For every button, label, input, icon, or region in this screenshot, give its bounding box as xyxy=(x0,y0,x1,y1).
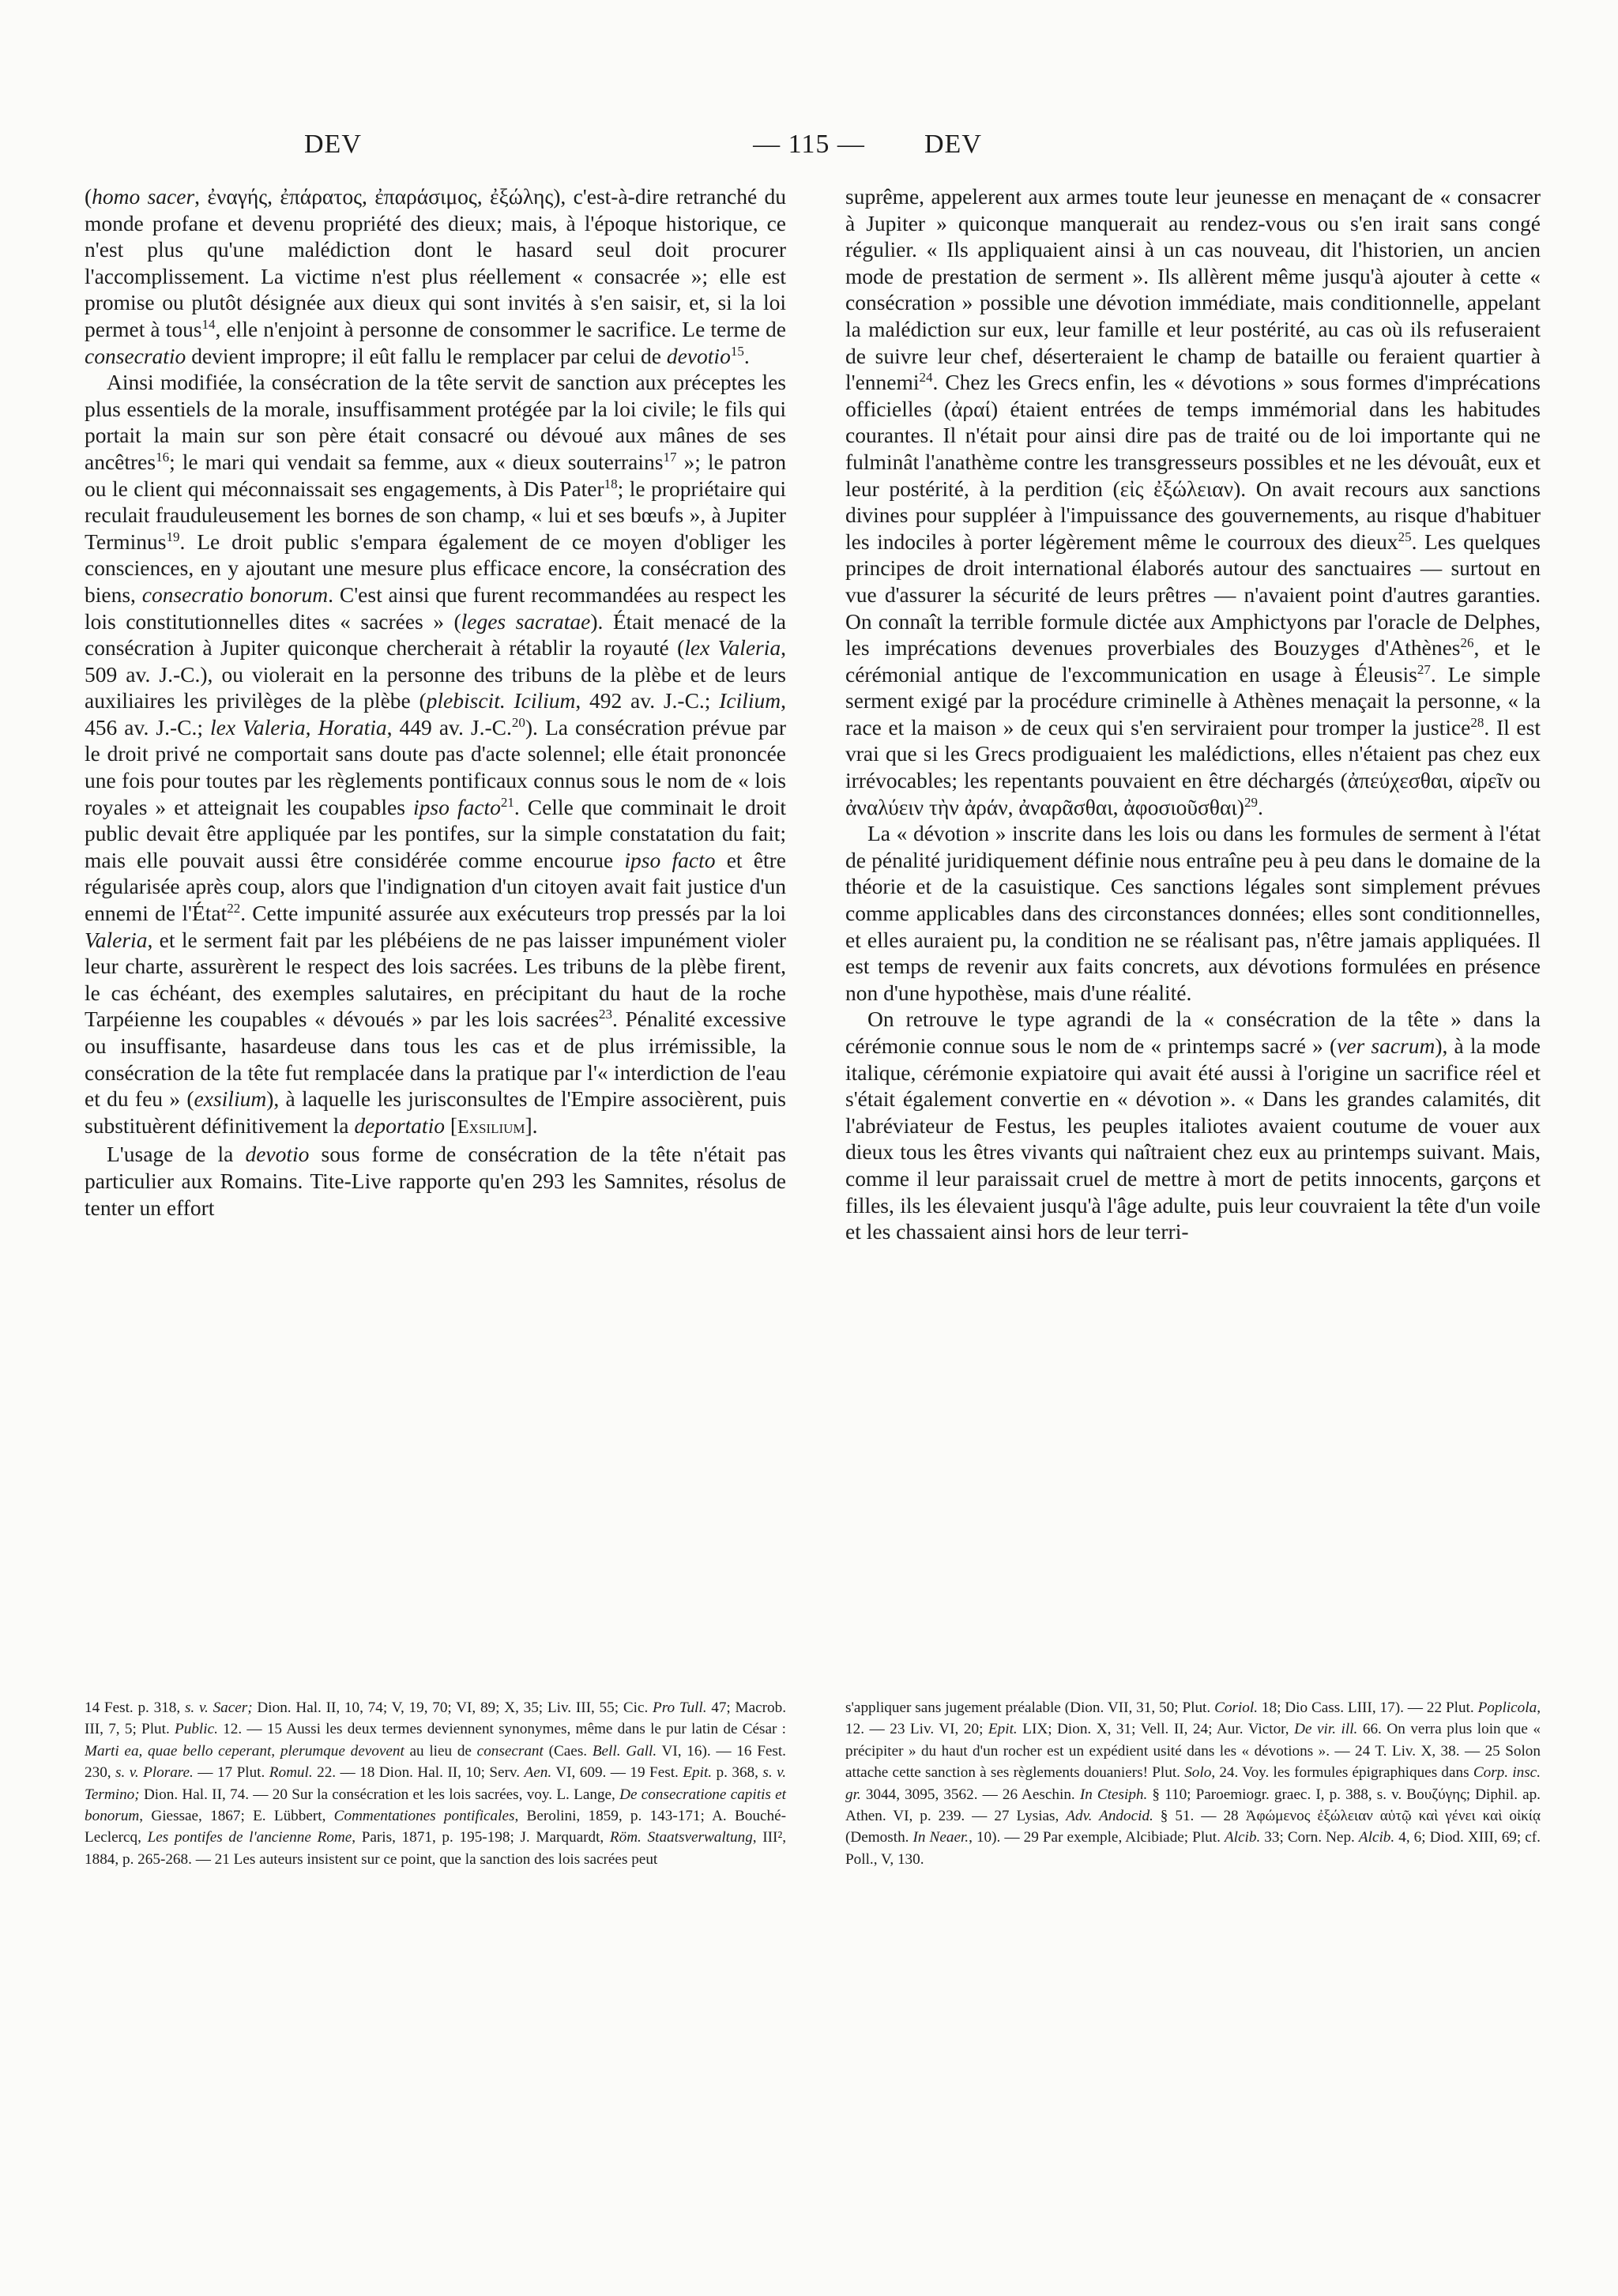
page-header xyxy=(0,130,1618,169)
paragraph: L'usage de la devotio sous forme de consécration de la tête n'était pas particulier aux Romains. Tite-Live rapporte qu'en 293 les Samnites, résolus de tenter un effort xyxy=(85,1142,786,1220)
paragraph: Ainsi modifiée, la consécration de la tête servit de sanction aux préceptes les plus essentiels de la morale, insuffisamment protégée par la loi civile; le fils qui portait la main sur son père était consacré ou dévoué aux mânes de ses ancêtres$^{16}$; le mari qui vendait sa femme, aux « dieux souterrains$^{17}$ »; le patron ou le client qui méconnaissait ses engagements, à Dis Pater$^{18}$; le propriétaire qui reculait frauduleusement les bornes de son champ, « lui et ses bœufs », à Jupiter Terminus$^{19}$. Le droit public s'empara également de ce moyen d'obliger les consciences, en y ajoutant une mesure plus efficace encore, la consécration des biens, consecratio bonorum. C'est ainsi que furent recommandées au respect les lois constitutionnelles dites « sacrées » (leges sacratae). Était menacé de la consécration à Jupiter quiconque chercherait à rétablir la royauté (lex Valeria, 509 av. J.-C.), ou violerait en la personne des tribuns de la plèbe et de leurs auxiliaires les privilèges de la plèbe (plebiscit. Icilium, 492 av. J.-C.; Icilium, 456 av. J.-C.; lex Valeria, Horatia, 449 av. J.-C.$^{20}$). La consécration prévue par le droit privé ne comportait sans doute pas d'acte solennel; elle était prononcée une fois pour toutes par les règlements pontificaux connus sous le nom de « lois royales » et atteignait les coupables ipso facto$^{21}$. Celle que comminait le droit public devait être appliquée par les pontifes, sur la simple constatation du fait; mais elle pouvait aussi être considérée comme encourue ipso facto et être régularisée après coup, alors que l'indignation d'un citoyen avait fait justice d'un ennemi de l'État$^{22}$. Cette impunité assurée aux exécuteurs trop pressés par la loi Valeria, et le serment fait par les plébéiens de ne pas laisser impunément violer leur charte, assurèrent le respect des lois sacrées. Les tribuns de la plèbe firent, le cas échéant, des exemples salutaires, en précipitant du haut de la roche Tarpéienne les coupables « dévoués » par les lois sacrées$^{23}$. Pénalité excessive ou insuffisante, hasardeuse dans tous les cas et de plus irrémissible, la consécration de la tête fut remplacée dans la pratique par l'« interdiction de l'eau et du feu » (exsilium), à laquelle les jurisconsultes de l'Empire associèrent, puis substituèrent définitivement la deportatio [Exsilium]. xyxy=(85,370,787,1138)
paragraph: On retrouve le type agrandi de la « consécration de la tête » dans la cérémonie connue sous le nom de « printemps sacré » (ver sacrum), à la mode italique, cérémonie expiatoire qui avait été aussi à l'origine un sacrifice réel et s'était également convertie en « dévotion ». « Dans les grandes calamités, dit l'abréviateur de Festus, les peuples italiotes avaient coutume de vouer aux dieux tous les êtres vivants qui naîtraient chez eux au printemps suivant. Mais, comme il leur paraissait cruel de mettre à mort de petits innocents, garçons et filles, ils les élevaient jusqu'à l'âge adulte, puis leur couvraient la tête d'un voile et les chassaient ainsi hors de leur terri- xyxy=(845,1007,1541,1244)
right-column xyxy=(845,183,1541,1245)
footnotes-right: s'appliquer sans jugement préalable (Dion. VII, 31, 50; Plut. Coriol. 18; Dio Cass. LIII, 17). — 22 Plut. Poplicola, 12. — 23 Liv. VI, 20; Epit. LIX; Dion. X, 31; Vell. II, 24; Aur. Victor, De vir. ill. 66. On verra plus loin que « précipiter » du haut d'un rocher est un expédient usité dans les « dévotions ». — 24 T. Liv. X, 38. — 25 Solon attache cette sanction à ses règlements douaniers! Plut. Solo, 24. Voy. les formules épigraphiques dans Corp. insc. gr. 3044, 3095, 3562. — 26 Aeschin. In Ctesiph. § 110; Paroemiogr. graec. I, p. 388, s. v. Βουζύγης; Diphil. ap. Athen. VI, p. 239. — 27 Lysias, Adv. Andocid. § 51. — 28 Ἀφώμενος ἐξώλειαν αὑτῷ καὶ γένει καὶ οἰκίᾳ (Demosth. In Neaer., 10). — 29 Par exemple, Alcibiade; Plut. Alcib. 33; Corn. Nep. Alcib. 4, 6; Diod. XIII, 69; cf. Poll., V, 130. xyxy=(845,1699,1541,1868)
paragraph: La « dévotion » inscrite dans les lois ou dans les formules de serment à l'état de pénalité juridiquement définie nous entraîne peu à peu dans le domaine de la théorie et de la casuistique. Ces sanctions légales sont simplement prévues comme applicables dans des circonstances données; elles sont conditionnelles, et elles auraient pu, la condition ne se réalisant pas, n'être jamais appliquées. Il est temps de revenir aux faits concrets, aux dévotions formulées en présence non d'une hypothèse, mais d'une réalité. xyxy=(845,821,1541,1005)
running-head-left: DEV xyxy=(304,130,362,159)
footnotes-left: 14 Fest. p. 318, s. v. Sacer; Dion. Hal. II, 10, 74; V, 19, 70; VI, 89; X, 35; Liv. III, 55; Cic. Pro Tull. 47; Macrob. III, 7, 5; Plut. Public. 12. — 15 Aussi les deux termes deviennent synonymes, même dans le pur latin de César : Marti ea, quae bello ceperant, plerumque devovent au lieu de consecrant (Caes. Bell. Gall. VI, 16). — 16 Fest. 230, s. v. Plorare. — 17 Plut. Romul. 22. — 18 Dion. Hal. II, 10; Serv. Aen. VI, 609. — 19 Fest. Epit. p. 368, s. v. Termino; Dion. Hal. II, 74. — 20 Sur la consécration et les lois sacrées, voy. L. Lange, De consecratione capitis et bonorum, Giessae, 1867; E. Lübbert, Commentationes pontificales, Berolini, 1859, p. 143-171; A. Bouché-Leclercq, Les pontifes de l'ancienne Rome, Paris, 1871, p. 195-198; J. Marquardt, Röm. Staatsverwaltung, III², 1884, p. 265-268. — 21 Les auteurs insistent sur ce point, que la sanction des lois sacrées peut xyxy=(85,1699,786,1868)
paragraph: suprême, appelerent aux armes toute leur jeunesse en menaçant de « consacrer à Jupiter » quiconque manquerait au rendez-vous ou s'en irait sans congé régulier. « Ils appliquaient ainsi à un cas nouveau, dit l'historien, un ancien mode de prestation de serment ». Ils allèrent même jusqu'à ajouter à cette « consécration » possible une dévotion immédiate, mais conditionnelle, appelant la malédiction sur eux, leur famille et leur postérité, au cas où ils refuseraient de suivre leur chef, déserteraient le champ de bataille ou feraient quartier à l'ennemi$^{24}$. Chez les Grecs enfin, les « dévotions » sous formes d'imprécations officielles (ἀραί) étaient entrées de temps immémorial dans les habitudes courantes. Il n'était pour ainsi dire pas de traité ou de loi importante qui ne fulminât l'anathème contre les transgresseurs possibles et ne les dévouât, eux et leur postérité, à la perdition (εἰς ἐξώλειαν). On avait recours aux sanctions divines pour suppléer à l'impuissance des gouvernements, au risque d'habituer les indociles à porter légèrement même le courroux des dieux$^{25}$. Les quelques principes de droit international élaborés autour des sanctuaires — surtout en vue d'assurer la sécurité de leurs prêtres — n'avaient point d'autres garanties. On connaît la terrible formule dictée aux Amphictyons par l'oracle de Delphes, les imprécations devenues proverbiales des Bouzyges d'Athènes$^{26}$, et le cérémonial antique de l'excommunication en usage à Éleusis$^{27}$. Le simple serment exigé par la procédure criminelle à Athènes menaçait la personne, « la race et la maison » de ceux qui s'en serviraient pour tromper la justice$^{28}$. Il est vrai que si les Grecs prodiguaient les malédictions, elles n'étaient pas chez eux irrévocables; les repentants pouvaient en être déchargés (ἀπεύχεσθαι, αἱρεῖν ou ἀναλύειν τὴν ἀράν, ἀναρᾶσθαι, ἀφοσιοῦσθαι)$^{29}$. xyxy=(845,184,1541,819)
running-head-right: DEV xyxy=(924,130,982,159)
left-column xyxy=(85,183,786,1221)
paragraph: (homo sacer, ἐναγής, ἐπάρατος, ἐπαράσιμος, ἐξώλης), c'est-à-dire retranché du monde profane et devenu propriété des dieux; mais, à l'époque historique, ce n'est plus qu'une malédiction dont le hasard seul doit procurer l'accomplissement. La victime n'est plus réellement « consacrée »; elle est promise ou plutôt désignée aux dieux qui sont invités à s'en saisir, et, si la loi permet à tous$^{14}$, elle n'enjoint à personne de consommer le sacrifice. Le terme de consecratio devient impropre; il eût fallu le remplacer par celui de devotio$^{15}$. xyxy=(85,184,786,368)
page-number: — 115 — xyxy=(753,130,865,159)
